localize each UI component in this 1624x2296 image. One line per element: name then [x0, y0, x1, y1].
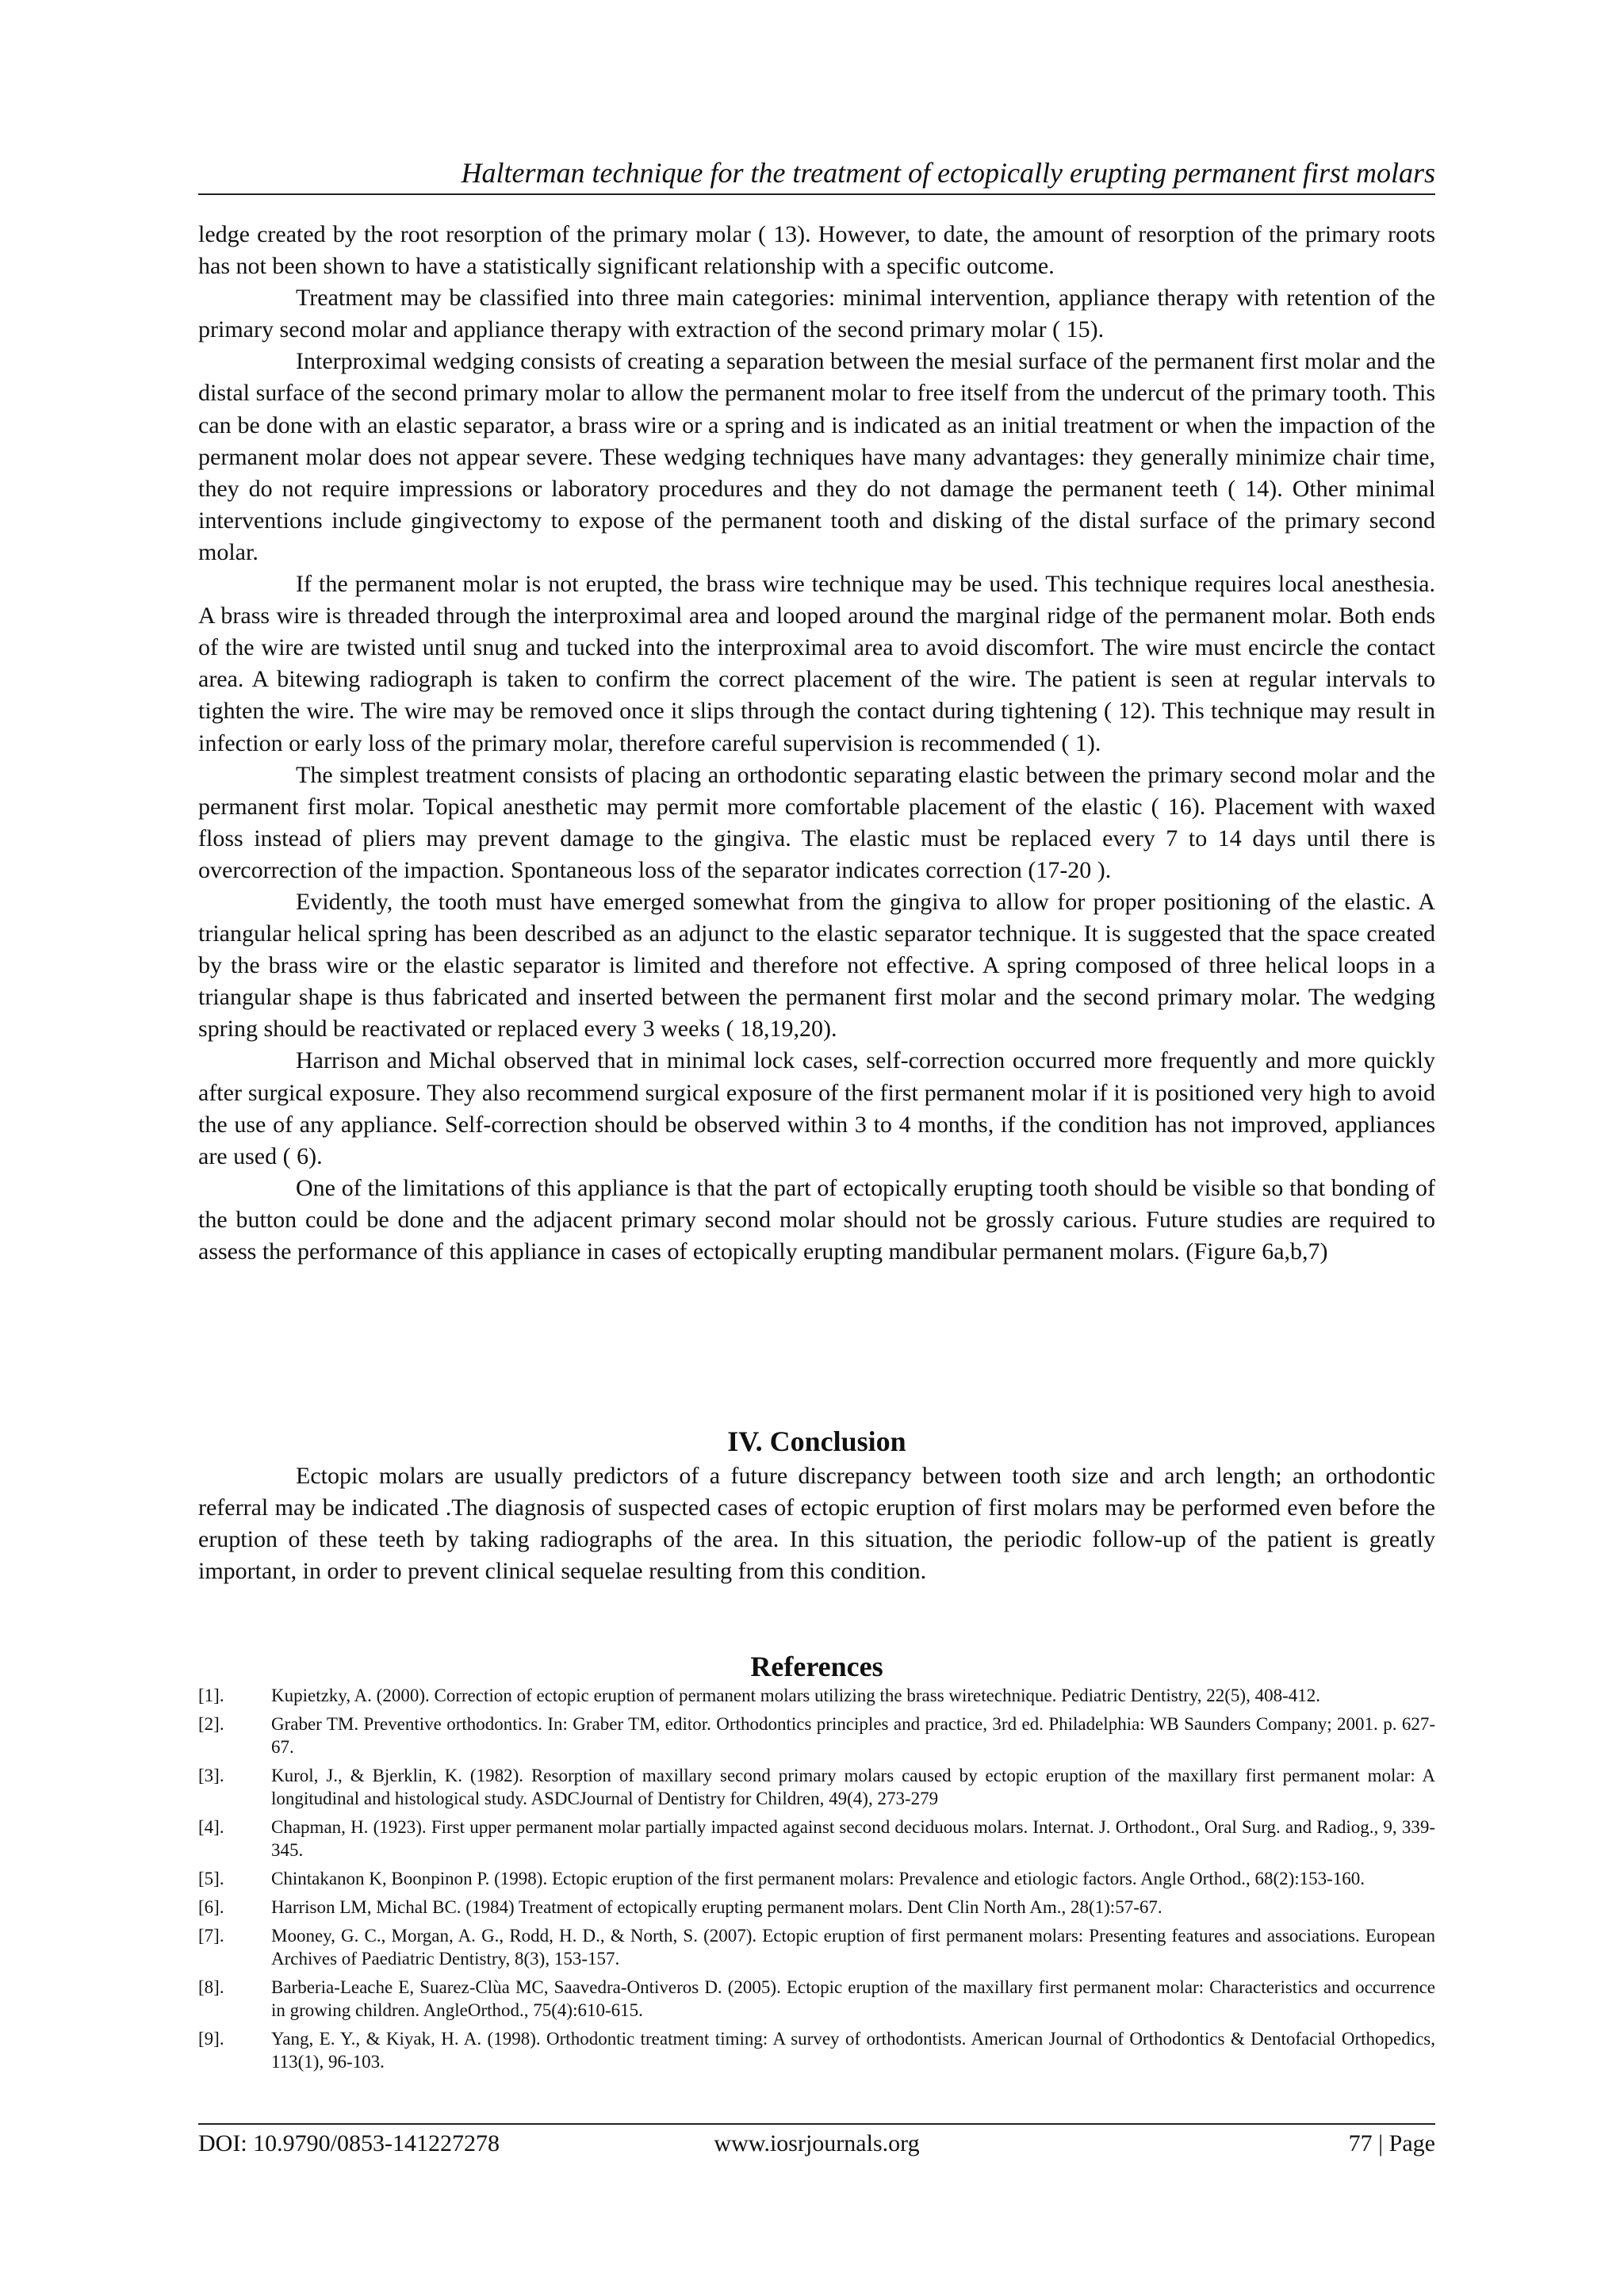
running-header: Halterman technique for the treatment of ectopically erupting permanent first molars	[461, 157, 1435, 189]
discussion-section	[198, 219, 1435, 1268]
reference-text: Harrison LM, Michal BC. (1984) Treatment of ectopically erupting permanent molars. Dent Clin North Am., 28(1):57-67.	[271, 1897, 1162, 1917]
reference-list	[198, 1684, 1435, 2079]
conclusion-section	[198, 1460, 1435, 1587]
reference-item	[198, 1764, 1435, 1810]
paragraph-treatment-categories: Treatment may be classified into three main categories: minimal intervention, appliance therapy with retention of the primary second molar and appliance therapy with extraction of the second primary molar ( 15).	[198, 285, 1435, 343]
reference-number: [5].	[198, 1869, 224, 1888]
reference-number: [8].	[198, 1977, 224, 1997]
paragraph-brass-wire: If the permanent molar is not erupted, the brass wire technique may be used. This technique requires local anesthesia. A brass wire is threaded through the interproximal area and looped around the marginal ridge of the permanent molar. Both ends of the wire are twisted until snug and tucked into the interproximal area to avoid discomfort. The wire must encircle the contact area. A bitewing radiograph is taken to confirm the correct placement of the wire. The patient is seen at regular intervals to tighten the wire. The wire may be removed once it slips through the contact during tightening ( 12). This technique may result in infection or early loss of the primary molar, therefore careful supervision is recommended ( 1).	[198, 571, 1435, 756]
reference-number: [1].	[198, 1686, 224, 1705]
journal-page	[198, 0, 1435, 2296]
footer-rule	[198, 2123, 1435, 2125]
reference-item	[198, 1867, 1435, 1890]
footer-doi: DOI: 10.9790/0853-141227278	[198, 2130, 500, 2156]
reference-text: Chapman, H. (1923). First upper permanent molar partially impacted against second deciduous molars. Internat. J. Orthodont., Oral Surg. and Radiog., 9, 339- 345.	[271, 1817, 1435, 1860]
reference-text: Chintakanon K, Boonpinon P. (1998). Ectopic eruption of the first permanent molars: Prevalence and etiologic factors. Angle Orthod., 68(2):153-160.	[271, 1869, 1365, 1888]
reference-number: [9].	[198, 2029, 224, 2049]
reference-number: [7].	[198, 1926, 224, 1946]
paragraph-helical-spring: Evidently, the tooth must have emerged somewhat from the gingiva to allow for proper positioning of the elastic. A triangular helical spring has been described as an adjunct to the elastic separator technique. It is suggested that the space created by the brass wire or the elastic separator is limited and therefore not effective. A spring composed of three helical loops in a triangular shape is thus fabricated and inserted between the permanent first molar and the second primary molar. The wedging spring should be reactivated or replaced every 3 weeks ( 18,19,20).	[198, 888, 1435, 1043]
conclusion-heading: IV. Conclusion	[727, 1425, 906, 1457]
reference-number: [2].	[198, 1714, 224, 1734]
footer-website: www.iosrjournals.org	[714, 2130, 920, 2156]
reference-item	[198, 1896, 1435, 1919]
conclusion-paragraph: Ectopic molars are usually predictors of a future discrepancy between tooth size and arch length; an orthodontic referral may be indicated .The diagnosis of suspected cases of ectopic eruption of first molars may be performed even before the eruption of these teeth by taking radiographs of the area. In this situation, the periodic follow-up of the patient is greatly important, in order to prevent clinical sequelae resulting from this condition.	[198, 1463, 1435, 1585]
page-footer	[198, 2128, 1435, 2160]
reference-text: Kurol, J., & Bjerklin, K. (1982). Resorption of maxillary second primary molars caused by ectopic eruption of the maxillary first permanent molar: A longitudinal and histological study. ASDCJournal of Dentistry for Children, 49(4), 273-279	[271, 1766, 1435, 1808]
reference-text: Graber TM. Preventive orthodontics. In: Graber TM, editor. Orthodontics principles and practice, 3rd ed. Philadelphia: WB Saunders Company; 2001. p. 627-67.	[271, 1714, 1435, 1757]
paragraph-continuation: ledge created by the root resorption of the primary molar ( 13). However, to date, the amount of resorption of the primary roots has not been shown to have a statistically significant relationship with a specific outcome.	[198, 221, 1435, 280]
reference-text: Yang, E. Y., & Kiyak, H. A. (1998). Orthodontic treatment timing: A survey of orthodontists. American Journal of Orthodontics & Dentofacial Orthopedics, 113(1), 96-103.	[271, 2029, 1435, 2072]
reference-text: Barberia-Leache E, Suarez-Clùa MC, Saavedra-Ontiveros D. (2005). Ectopic eruption of the maxillary first permanent molar: Characteristics and occurrence in growing children. AngleOrthod., 75(4):610-615.	[271, 1977, 1435, 2020]
paragraph-surgical-exposure: Harrison and Michal observed that in minimal lock cases, self-correction occurred more frequently and more quickly after surgical exposure. They also recommend surgical exposure of the first permanent molar if it is positioned very high to avoid the use of any appliance. Self-correction should be observed within 3 to 4 months, if the condition has not improved, appliances are used ( 6).	[198, 1047, 1435, 1169]
reference-item	[198, 1976, 1435, 2022]
reference-number: [4].	[198, 1817, 224, 1837]
reference-item	[198, 1924, 1435, 1970]
reference-text: Mooney, G. C., Morgan, A. G., Rodd, H. D., & North, S. (2007). Ectopic eruption of first permanent molars: Presenting features and associations. European Archives of Paediatric Dentistry, 8(3), 153-157.	[271, 1926, 1435, 1969]
reference-number: [6].	[198, 1897, 224, 1917]
reference-item	[198, 2027, 1435, 2073]
paragraph-separating-elastic: The simplest treatment consists of placing an orthodontic separating elastic between the primary second molar and the permanent first molar. Topical anesthetic may permit more comfortable placement of the elastic ( 16). Placement with waxed floss instead of pliers may prevent damage to the gingiva. The elastic must be replaced every 7 to 14 days until there is overcorrection of the impaction. Spontaneous loss of the separator indicates correction (17-20 ).	[198, 761, 1435, 883]
paragraph-interproximal-wedging: Interproximal wedging consists of creating a separation between the mesial surface of the permanent first molar and the distal surface of the second primary molar to allow the permanent molar to free itself from the undercut of the primary tooth. This can be done with an elastic separator, a brass wire or a spring and is indicated as an initial treatment or when the impaction of the permanent molar does not appear severe. These wedging techniques have many advantages: they generally minimize chair time, they do not require impressions or laboratory procedures and they do not damage the permanent teeth ( 14). Other minimal interventions include gingivectomy to expose of the permanent tooth and disking of the distal surface of the primary second molar.	[198, 348, 1435, 565]
reference-item	[198, 1712, 1435, 1758]
header-rule	[198, 193, 1435, 195]
paragraph-limitations: One of the limitations of this appliance is that the part of ectopically erupting tooth should be visible so that bonding of the button could be done and the adjacent primary second molar should not be grossly carious. Future studies are required to assess the performance of this appliance in cases of ectopically erupting mandibular permanent molars. (Figure 6a,b,7)	[198, 1174, 1435, 1265]
reference-item	[198, 1816, 1435, 1862]
references-heading: References	[750, 1651, 883, 1682]
reference-item	[198, 1684, 1435, 1707]
reference-text: Kupietzky, A. (2000). Correction of ectopic eruption of permanent molars utilizing the brass wiretechnique. Pediatric Dentistry, 22(5), 408-412.	[271, 1686, 1320, 1705]
reference-number: [3].	[198, 1766, 224, 1785]
footer-page-number: 77 | Page	[1348, 2130, 1435, 2156]
